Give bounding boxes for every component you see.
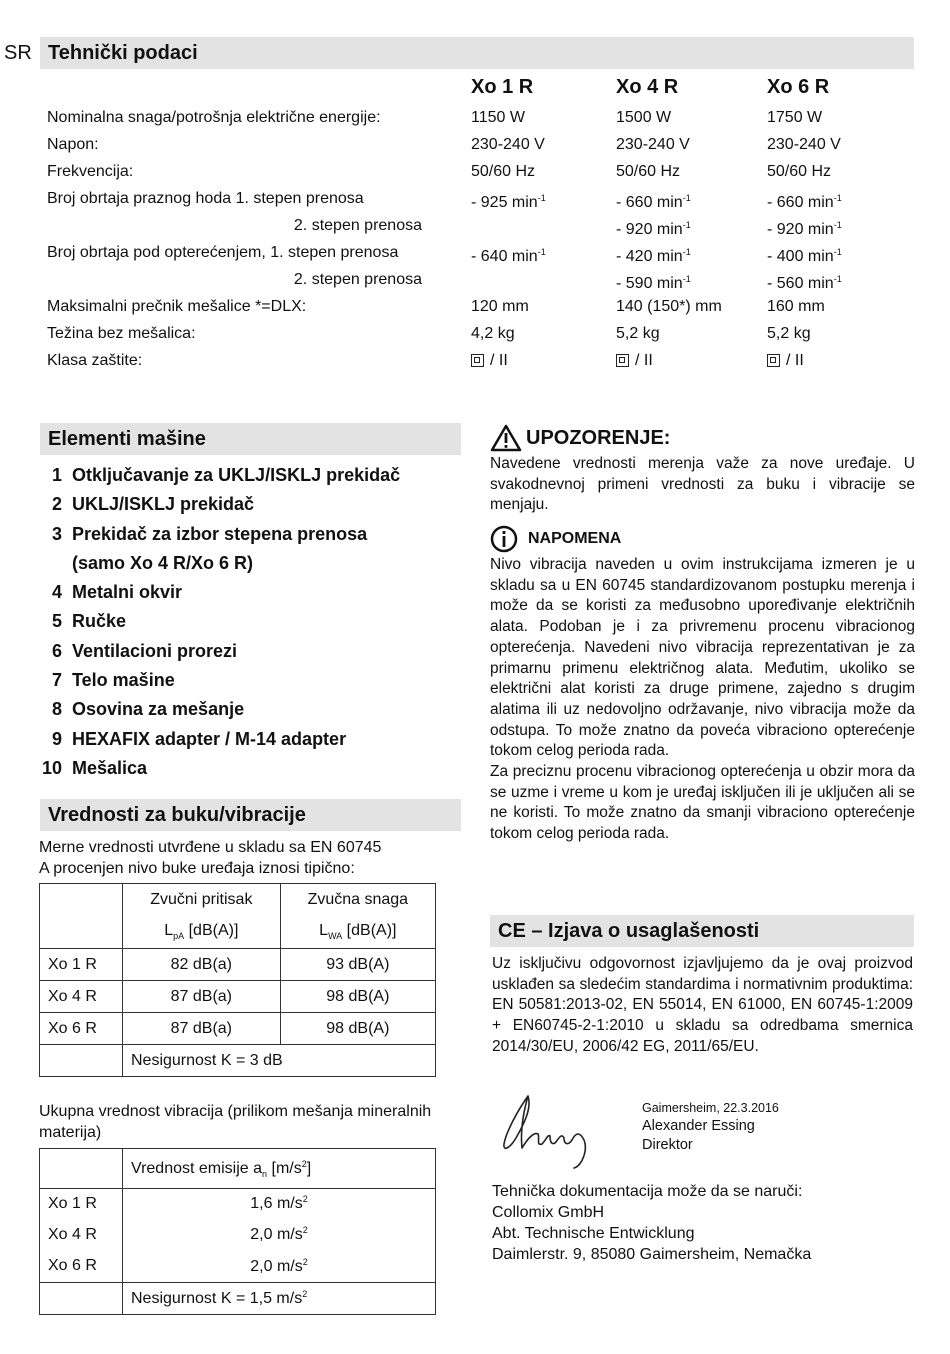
- vibration-table-blank: [40, 1283, 123, 1315]
- docs-address: Daimlerstr. 9, 85080 Gaimersheim, Nemačka: [492, 1246, 812, 1263]
- list-item-number: 5: [51, 611, 62, 632]
- noise-model: Xo 6 R: [40, 1013, 123, 1045]
- spec-value: [767, 104, 822, 131]
- spec-value-text: - 660 min: [616, 194, 683, 211]
- elements-list: [36, 461, 461, 783]
- elements-title: Elementi mašine: [40, 423, 461, 455]
- spec-label: Broj obrtaja pod opterećenjem, 1. stepen prenosa: [47, 244, 399, 261]
- signature: [498, 1088, 598, 1172]
- spec-value-text: - 420 min: [616, 248, 683, 265]
- spec-value-text: - 590 min: [616, 275, 683, 292]
- noise-unit-power: [280, 916, 435, 949]
- note-block: [490, 525, 915, 845]
- vibration-table-corner: [40, 1149, 123, 1189]
- list-item-label: HEXAFIX adapter / M-14 adapter: [72, 728, 347, 749]
- list-item-continuation: (samo Xo 4 R/Xo 6 R): [72, 552, 254, 573]
- protection-class-ii-icon: [616, 354, 629, 367]
- vibration-value-sup: 2: [302, 1225, 308, 1235]
- vibration-header: [123, 1149, 436, 1189]
- ce-title: CE – Izjava o usaglašenosti: [490, 915, 914, 947]
- spec-value-text: - 560 min: [767, 275, 834, 292]
- signature-name: Alexander Essing: [642, 1118, 755, 1134]
- vibration-model: Xo 6 R: [40, 1251, 123, 1283]
- noise-pressure-value: 82 dB(a): [123, 949, 281, 981]
- vibration-header-sup: 2: [301, 1158, 307, 1169]
- spec-label: Težina bez mešalica:: [47, 325, 196, 342]
- spec-value-text: 4,2 kg: [471, 325, 515, 342]
- noise-uncertainty: Nesigurnost K = 3 dB: [123, 1045, 436, 1077]
- spec-value: [471, 185, 546, 216]
- spec-value: [471, 239, 546, 270]
- vibration-table: [39, 1148, 436, 1315]
- list-item: [36, 607, 461, 636]
- noise-intro-line-1: Merne vrednosti utvrđene u skladu sa EN 60745: [39, 839, 382, 856]
- ce-text: Uz isključivu odgovornost izjavljujemo da je ovaj proizvod usklađen sa sledećim standardima i normativnim produktima: EN 50581:2013-02, EN 55014, EN 61000, EN 60745-1:2009 + EN60745-2-1:2010 u skladu sa odredbama smernica 2014/30/EU, 2006/42 EG, 2011/65/EU.: [492, 955, 913, 1055]
- list-item-number: 7: [51, 670, 62, 691]
- docs-line-1: Tehnička dokumentacija može da se naruči:: [492, 1183, 803, 1200]
- vibration-intro: Ukupna vrednost vibracija (prilikom mešanja mineralnih materija): [39, 1103, 432, 1141]
- list-item-label: Telo mašine: [72, 670, 175, 691]
- warning-text: Navedene vrednosti merenja važe za nove uređaje. U svakodnevnoj primeni vrednosti za buku i vibracije se menjaju.: [490, 455, 915, 514]
- spec-label: 2. stepen prenosa: [293, 271, 422, 288]
- vibration-value: [123, 1189, 436, 1219]
- vibration-header-sub: n: [262, 1168, 268, 1179]
- spec-value-text: 160 mm: [767, 298, 825, 315]
- noise-power-value: 93 dB(A): [280, 949, 435, 981]
- list-item: [36, 520, 461, 549]
- language-code: SR: [4, 42, 32, 64]
- noise-unit-power-sub: WA: [328, 931, 343, 942]
- vibration-value-number: 1,6 m/s: [250, 1195, 303, 1213]
- noise-unit-pressure-symbol: L: [164, 922, 174, 940]
- noise-table: [39, 883, 436, 1077]
- spec-value: [616, 347, 653, 374]
- note-paragraph-1: Nivo vibracija naveden u ovim instrukcijama izmeren je u skladu sa u EN 60745 standardizovanom postupku merenja i može da se koristi za međusobno upoređivanje električnih alata. Podoban je i za privremenu procenu vibracionog opterećenja. Navedeni nivo vibracija reprezentativan je za primarnu primenu električnog alata. Međutim, ukoliko se električni alat koristi za druge primene, zajedno s drugim alatima ili uz nedovoljno održavanje, nivo vibracija može da odstupa. To može znatno da poveća vibraciono opterećenje tokom celog perioda rada.: [490, 556, 915, 760]
- noise-table-corner: [40, 884, 123, 949]
- list-item: [36, 725, 461, 754]
- noise-intro-line-2: A procenjen nivo buke uređaja iznosi tipično:: [39, 860, 355, 877]
- signature-place-date: Gaimersheim, 22.3.2016: [642, 1101, 779, 1115]
- signature-role: Direktor: [642, 1137, 693, 1153]
- spec-value: [616, 104, 671, 131]
- spec-value-text: 230-240 V: [471, 136, 545, 153]
- spec-value-exponent: -1: [682, 274, 691, 284]
- list-item-number: 4: [51, 582, 62, 603]
- spec-label: Klasa zaštite:: [47, 352, 143, 369]
- spec-value: [616, 158, 680, 185]
- spec-label: Broj obrtaja praznog hoda 1. stepen prenosa: [47, 190, 364, 207]
- spec-value-text: 230-240 V: [616, 136, 690, 153]
- spec-value: [471, 320, 515, 347]
- spec-value-text: 5,2 kg: [616, 325, 660, 342]
- spec-value: [767, 347, 804, 374]
- spec-value: [767, 131, 841, 158]
- spec-value-text: - 925 min: [471, 194, 538, 211]
- spec-value-exponent: -1: [833, 220, 842, 230]
- note-paragraph-2: Za preciznu procenu vibracionog opterećenja u obzir mora da se uzme i vreme u kom je uređaj isključen ili je uključen ali se ne koristi. To može znatno da smanji vibraciono opterećenje tokom celog perioda rada.: [490, 763, 915, 843]
- spec-value: [616, 320, 660, 347]
- spec-value-text: 1750 W: [767, 109, 823, 126]
- table-row: [40, 1013, 436, 1045]
- list-item-label: UKLJ/ISKLJ prekidač: [72, 494, 255, 515]
- vibration-value-number: 2,0 m/s: [250, 1257, 303, 1275]
- list-item-label: Metalni okvir: [72, 582, 183, 603]
- protection-class-ii-icon: [767, 354, 780, 367]
- list-item-number: 3: [51, 523, 62, 544]
- spec-value: [471, 347, 508, 374]
- model-header-xo6r: Xo 6 R: [767, 76, 830, 98]
- spec-value-text: 50/60 Hz: [471, 163, 536, 180]
- noise-power-value: 98 dB(A): [280, 1013, 435, 1045]
- spec-value-text: 1500 W: [616, 109, 672, 126]
- spec-value-exponent: -1: [833, 247, 842, 257]
- vibration-uncertainty: [123, 1283, 436, 1315]
- list-item-number: 2: [51, 494, 62, 515]
- spec-value: [471, 293, 529, 320]
- tech-data-title: Tehnički podaci: [40, 37, 914, 69]
- noise-model: Xo 4 R: [40, 981, 123, 1013]
- table-row: [40, 981, 436, 1013]
- docs-department: Abt. Technische Entwicklung: [492, 1225, 695, 1242]
- list-item-label: Osovina za mešanje: [72, 699, 245, 720]
- list-item-number: 9: [51, 728, 62, 749]
- warning-block: [490, 423, 915, 516]
- spec-value-text: - 920 min: [616, 221, 683, 238]
- vibration-value-number: 2,0 m/s: [250, 1226, 303, 1243]
- list-item-label: Otključavanje za UKLJ/ISKLJ prekidač: [72, 465, 401, 485]
- noise-header-power: Zvučna snaga: [280, 884, 435, 916]
- list-item: [36, 695, 461, 724]
- list-item: [36, 637, 461, 666]
- spec-value-text: 50/60 Hz: [616, 163, 681, 180]
- spec-value: [616, 293, 722, 320]
- table-row: [40, 949, 436, 981]
- info-icon: [490, 525, 518, 553]
- spec-value-text: / II: [490, 352, 508, 369]
- vibration-value-sup: 2: [302, 1194, 308, 1205]
- vibration-header-bracket: ]: [306, 1159, 312, 1177]
- vibration-uncertainty-sup: 2: [302, 1289, 308, 1299]
- spec-value-text: 120 mm: [471, 298, 529, 315]
- list-item-number: 1: [51, 465, 62, 485]
- spec-value-exponent: -1: [682, 193, 691, 203]
- noise-unit-pressure-sub: pA: [173, 931, 185, 942]
- spec-value-text: 230-240 V: [767, 136, 841, 153]
- model-header-xo4r: Xo 4 R: [616, 76, 679, 98]
- spec-value-text: 50/60 Hz: [767, 163, 832, 180]
- vibration-value-sup: 2: [302, 1256, 308, 1267]
- list-item-label: Ventilacioni prorezi: [72, 640, 238, 661]
- spec-value: [616, 131, 690, 158]
- model-header-xo1r: Xo 1 R: [471, 76, 534, 98]
- spec-value: [767, 293, 825, 320]
- warning-triangle-icon: [490, 424, 522, 452]
- vibration-model: Xo 4 R: [40, 1219, 123, 1251]
- spec-value-exponent: -1: [682, 247, 691, 257]
- spec-value-text: 140 (150*) mm: [616, 298, 722, 315]
- noise-unit-power-symbol: L: [319, 922, 329, 940]
- list-item: [36, 578, 461, 607]
- spec-label: 2. stepen prenosa: [293, 217, 422, 234]
- list-item-number: 6: [51, 640, 62, 661]
- spec-value: [471, 131, 545, 158]
- vibration-header-unit: [m/s: [267, 1159, 302, 1177]
- spec-value-exponent: -1: [833, 193, 842, 203]
- vibration-value: [123, 1219, 436, 1251]
- table-row: [40, 1189, 436, 1219]
- spec-label: Napon:: [47, 136, 99, 153]
- spec-value-text: - 660 min: [767, 194, 834, 211]
- warning-title: UPOZORENJE:: [526, 426, 671, 449]
- noise-power-value: 98 dB(A): [280, 981, 435, 1013]
- vibration-header-label: Vrednost emisije a: [131, 1159, 263, 1177]
- list-item-label: Mešalica: [72, 757, 148, 778]
- spec-value-exponent: -1: [537, 193, 546, 203]
- noise-model: Xo 1 R: [40, 949, 123, 981]
- spec-value: [471, 158, 535, 185]
- table-row: [40, 1251, 436, 1283]
- noise-table-blank: [40, 1045, 123, 1077]
- spec-label: Frekvencija:: [47, 163, 134, 180]
- spec-label: Nominalna snaga/potrošnja električne energije:: [47, 109, 381, 126]
- technical-docs: [492, 1181, 811, 1265]
- noise-unit-pressure: [123, 916, 281, 949]
- spec-value: [767, 320, 811, 347]
- table-row: [40, 1219, 436, 1251]
- spec-value: [767, 158, 831, 185]
- list-item: [36, 666, 461, 695]
- spec-value-exponent: -1: [537, 247, 546, 257]
- spec-value-text: 1150 W: [471, 109, 525, 126]
- spec-label: Maksimalni prečnik mešalice *=DLX:: [47, 298, 307, 315]
- vibration-value: [123, 1251, 436, 1283]
- spec-value-exponent: -1: [833, 274, 842, 284]
- note-title: NAPOMENA: [528, 530, 622, 547]
- list-item: [36, 461, 461, 490]
- spec-value-exponent: -1: [682, 220, 691, 230]
- list-item-number: 10: [41, 757, 62, 778]
- list-item-label: Ručke: [72, 611, 127, 632]
- noise-intro: [39, 837, 381, 879]
- list-item: [36, 754, 461, 783]
- spec-value: [471, 104, 525, 131]
- spec-value-text: / II: [786, 352, 804, 369]
- vibration-model: Xo 1 R: [40, 1189, 123, 1219]
- noise-header-pressure: Zvučni pritisak: [123, 884, 281, 916]
- noise-title: Vrednosti za buku/vibracije: [40, 799, 461, 831]
- spec-value-text: / II: [635, 352, 653, 369]
- list-item-number: 8: [51, 699, 62, 720]
- noise-pressure-value: 87 dB(a): [123, 1013, 281, 1045]
- vibration-uncertainty-text: Nesigurnost K = 1,5 m/s: [131, 1290, 303, 1307]
- spec-value-text: - 400 min: [767, 248, 834, 265]
- docs-company: Collomix GmbH: [492, 1204, 605, 1221]
- protection-class-ii-icon: [471, 354, 484, 367]
- spec-value-text: - 640 min: [471, 248, 538, 265]
- list-item-label: Prekidač za izbor stepena prenosa: [72, 523, 368, 544]
- noise-unit-pressure-unit: [dB(A)]: [184, 922, 239, 940]
- noise-pressure-value: 87 dB(a): [123, 981, 281, 1013]
- spec-value-text: - 920 min: [767, 221, 834, 238]
- spec-value-text: 5,2 kg: [767, 325, 811, 342]
- noise-unit-power-unit: [dB(A)]: [342, 922, 397, 940]
- list-item: [36, 490, 461, 519]
